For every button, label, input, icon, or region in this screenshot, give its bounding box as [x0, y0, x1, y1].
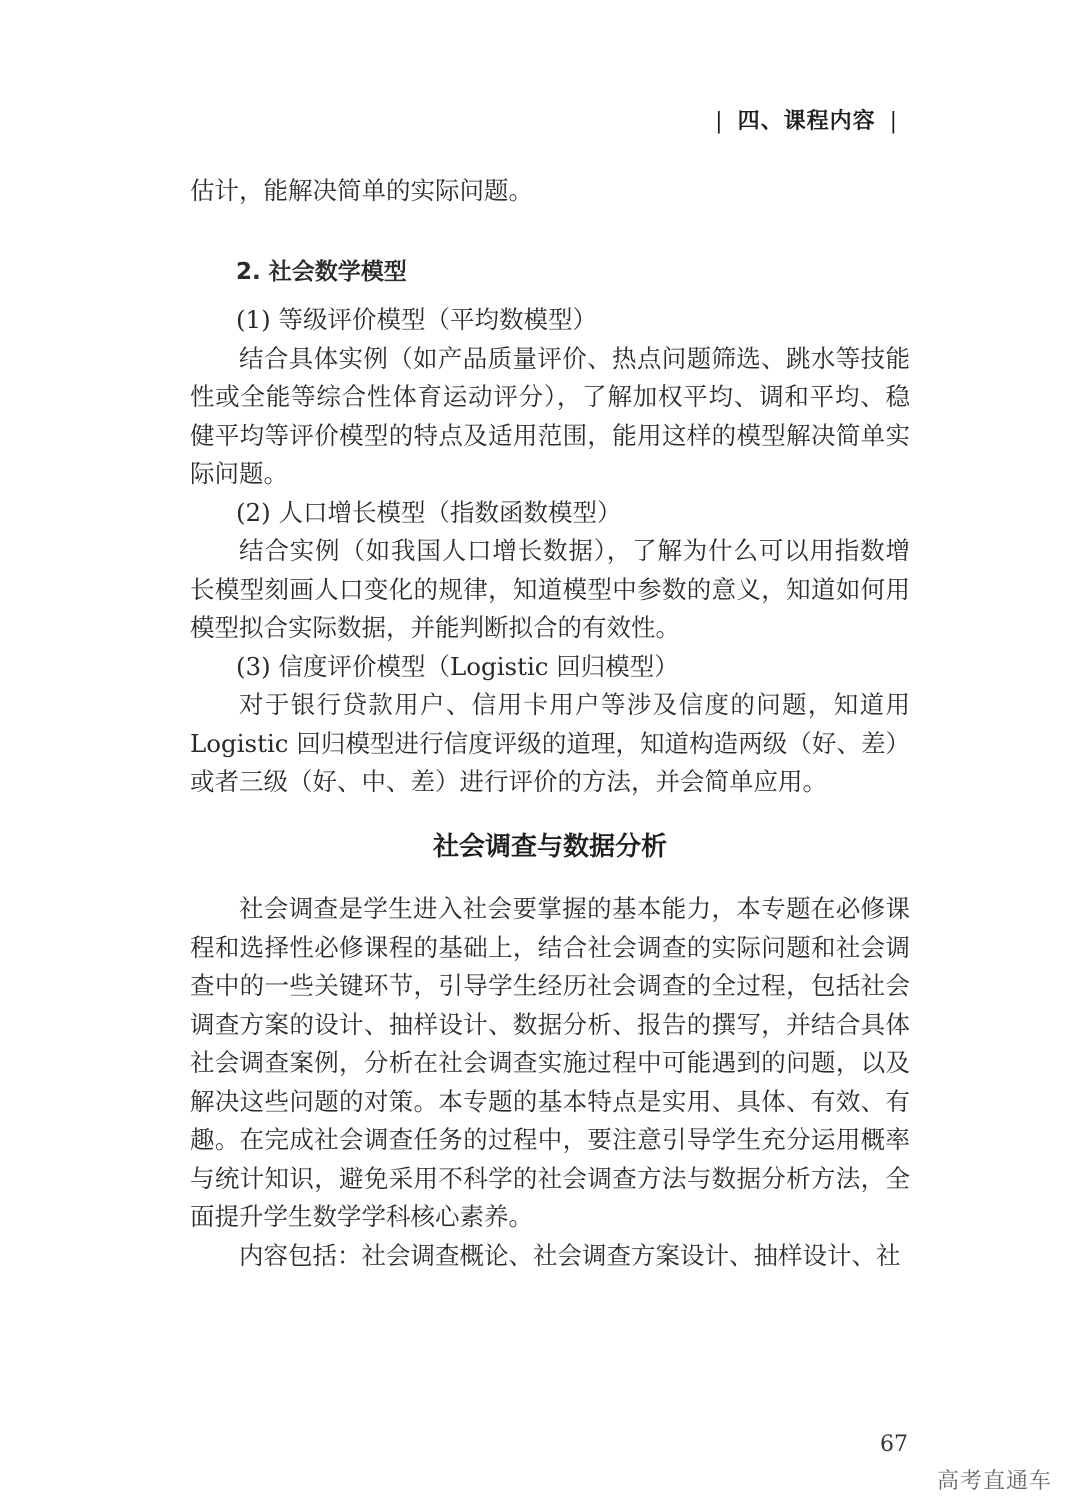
item-1-title: (1) 等级评价模型（平均数模型）	[236, 305, 597, 334]
item-2-title: (2) 人口增长模型（指数函数模型）	[236, 497, 622, 527]
item-2-text: 结合实例（如我国人口增长数据），了解为什么可以用指数增长模型刻画人口变化的规律，知道模型中参数的意义，知道如何用模型拟合实际数据，并能判断拟合的有效性。	[190, 536, 910, 642]
item-3-text: 对于银行贷款用户、信用卡用户等涉及信度的问题，知道用 Logistic 回归模型进行信度评级的道理，知道构造两级（好、差）或者三级（好、中、差）进行评价的方法，并会简单应用。	[190, 690, 910, 796]
section-paragraph-1: 社会调查是学生进入社会要掌握的基本能力，本专题在必修课程和选择性必修课程的基础上，结合社会调查的实际问题和社会调查中的一些关键环节，引导学生经历社会调查的全过程，包括社会调查方案的设计、抽样设计、数据分析、报告的撰写，并结合具体社会调查案例，分析在社会调查实施过程中可能遇到的问题，以及解决这些问题的对策。本专题的基本特点是实用、具体、有效、有趣。在完成社会调查任务的过程中，要注意引导学生充分运用概率与统计知识，避免采用不科学的社会调查方法与数据分析方法，全面提升学生数学学科核心素养。	[190, 894, 910, 1231]
item-1-text: 结合具体实例（如产品质量评价、热点问题筛选、跳水等技能性或全能等综合性体育运动评分），了解加权平均、调和平均、稳健平均等评价模型的特点及适用范围，能用这样的模型解决简单实际问题。	[190, 343, 910, 488]
item-3-title: (3) 信度评价模型（Logistic 回归模型）	[236, 651, 679, 681]
continuation-paragraph: 估计，能解决简单的实际问题。	[190, 176, 533, 205]
running-header	[701, 104, 912, 135]
header-right-bar: |	[889, 109, 898, 134]
header-left-bar: |	[715, 109, 724, 134]
section-paragraph-2: 内容包括：社会调查概论、社会调查方案设计、抽样设计、社	[239, 1240, 901, 1270]
watermark-text: 高考直通车	[936, 1469, 1052, 1494]
header-section-title: 四、课程内容	[737, 108, 876, 134]
page-body	[190, 172, 910, 1275]
page-number: 67	[880, 1432, 908, 1457]
subsection-heading: 2. 社会数学模型	[236, 258, 407, 285]
section-title: 社会调查与数据分析	[432, 831, 667, 862]
